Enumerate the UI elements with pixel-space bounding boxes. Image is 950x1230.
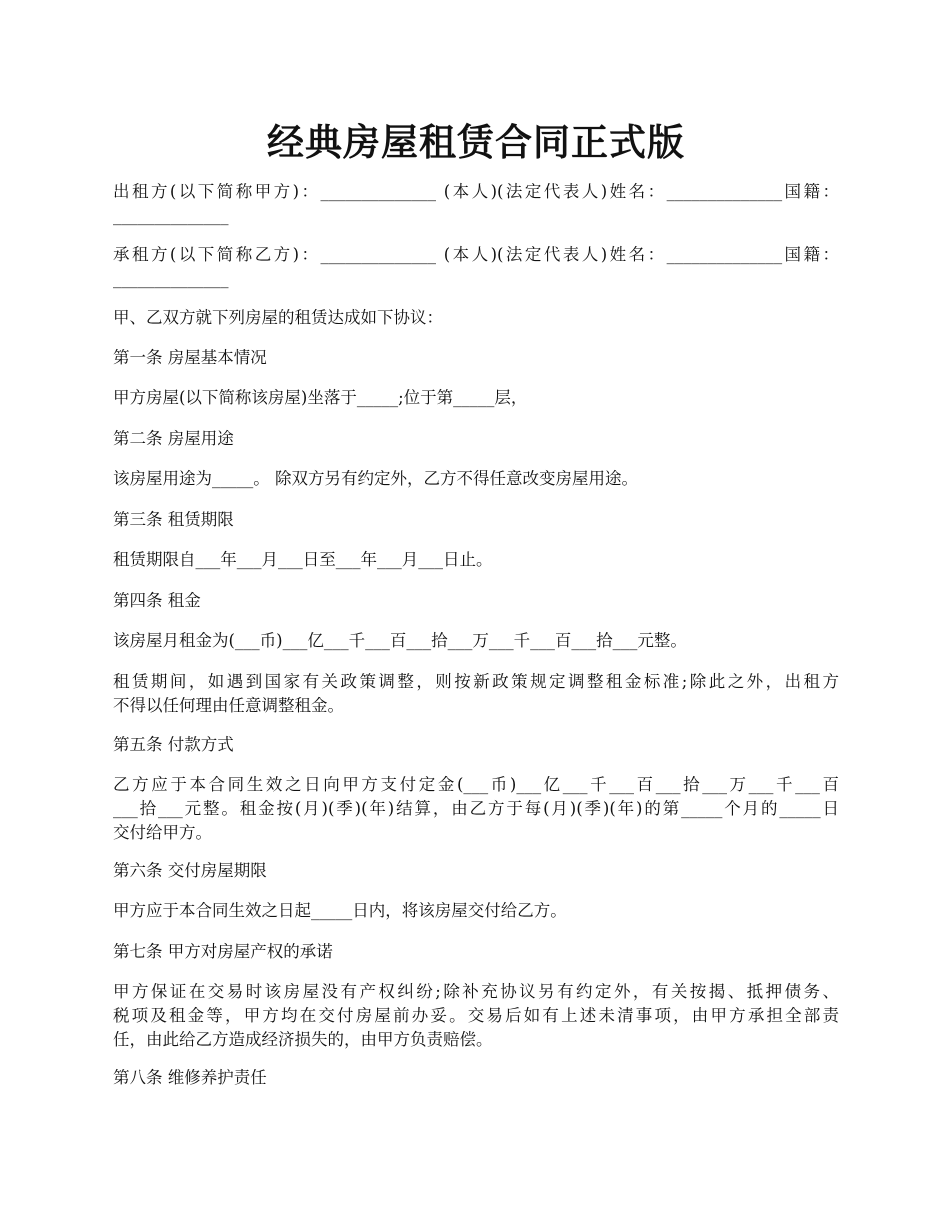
lessee-line: 承租方(以下简称乙方)：______________ (本人)(法定代表人)姓名：______________国籍： bbox=[113, 245, 839, 264]
article-4-heading: 第四条 租金 bbox=[113, 591, 201, 610]
lessor-nationality-blank: ______________ bbox=[113, 206, 229, 225]
article-5-line-1: 乙方应于本合同生效之日向甲方支付定金(___币)___亿___千___百___拾___万___千___百 bbox=[113, 775, 839, 794]
article-5-line-3: 交付给甲方。 bbox=[113, 823, 212, 842]
document-title: 经典房屋租赁合同正式版 bbox=[267, 120, 685, 164]
article-4-paragraph-line-1: 租赁期间，如遇到国家有关政策调整，则按新政策规定调整租金标准;除此之外，出租方 bbox=[113, 672, 839, 691]
article-4-paragraph-line-2: 不得以任何理由任意调整租金。 bbox=[113, 696, 344, 715]
article-3-heading: 第三条 租赁期限 bbox=[113, 510, 234, 529]
lessor-line: 出租方(以下简称甲方)：______________ (本人)(法定代表人)姓名：______________国籍： bbox=[113, 182, 839, 201]
article-6-text: 甲方应于本合同生效之日起_____日内，将该房屋交付给乙方。 bbox=[113, 901, 567, 920]
article-1-text: 甲方房屋(以下简称该房屋)坐落于_____;位于第_____层， bbox=[113, 388, 528, 407]
article-3-text: 租赁期限自___年___月___日至___年___月___日止。 bbox=[113, 550, 493, 569]
article-4-text: 该房屋月租金为(___币)___亿___千___百___拾___万___千___百___拾___元整。 bbox=[113, 631, 687, 650]
article-2-heading: 第二条 房屋用途 bbox=[113, 429, 234, 448]
article-7-line-2: 税项及租金等，甲方均在交付房屋前办妥。交易后如有上述未清事项，由甲方承担全部责 bbox=[113, 1006, 839, 1025]
article-2-text: 该房屋用途为_____。 除双方另有约定外，乙方不得任意改变房屋用途。 bbox=[113, 469, 638, 488]
article-1-heading: 第一条 房屋基本情况 bbox=[113, 348, 267, 367]
article-6-heading: 第六条 交付房屋期限 bbox=[113, 861, 267, 880]
article-5-line-2: ___拾___元整。租金按(月)(季)(年)结算，由乙方于每(月)(季)(年)的第_____个月的_____日 bbox=[113, 799, 839, 818]
lessee-nationality-blank: ______________ bbox=[113, 269, 229, 288]
article-7-line-1: 甲方保证在交易时该房屋没有产权纠纷;除补充协议另有约定外，有关按揭、抵押债务、 bbox=[113, 982, 839, 1001]
article-7-line-3: 任，由此给乙方造成经济损失的，由甲方负责赔偿。 bbox=[113, 1030, 493, 1049]
article-5-heading: 第五条 付款方式 bbox=[113, 735, 234, 754]
article-8-heading: 第八条 维修养护责任 bbox=[113, 1068, 267, 1087]
agreement-intro: 甲、乙双方就下列房屋的租赁达成如下协议： bbox=[113, 308, 443, 327]
article-7-heading: 第七条 甲方对房屋产权的承诺 bbox=[113, 942, 333, 961]
